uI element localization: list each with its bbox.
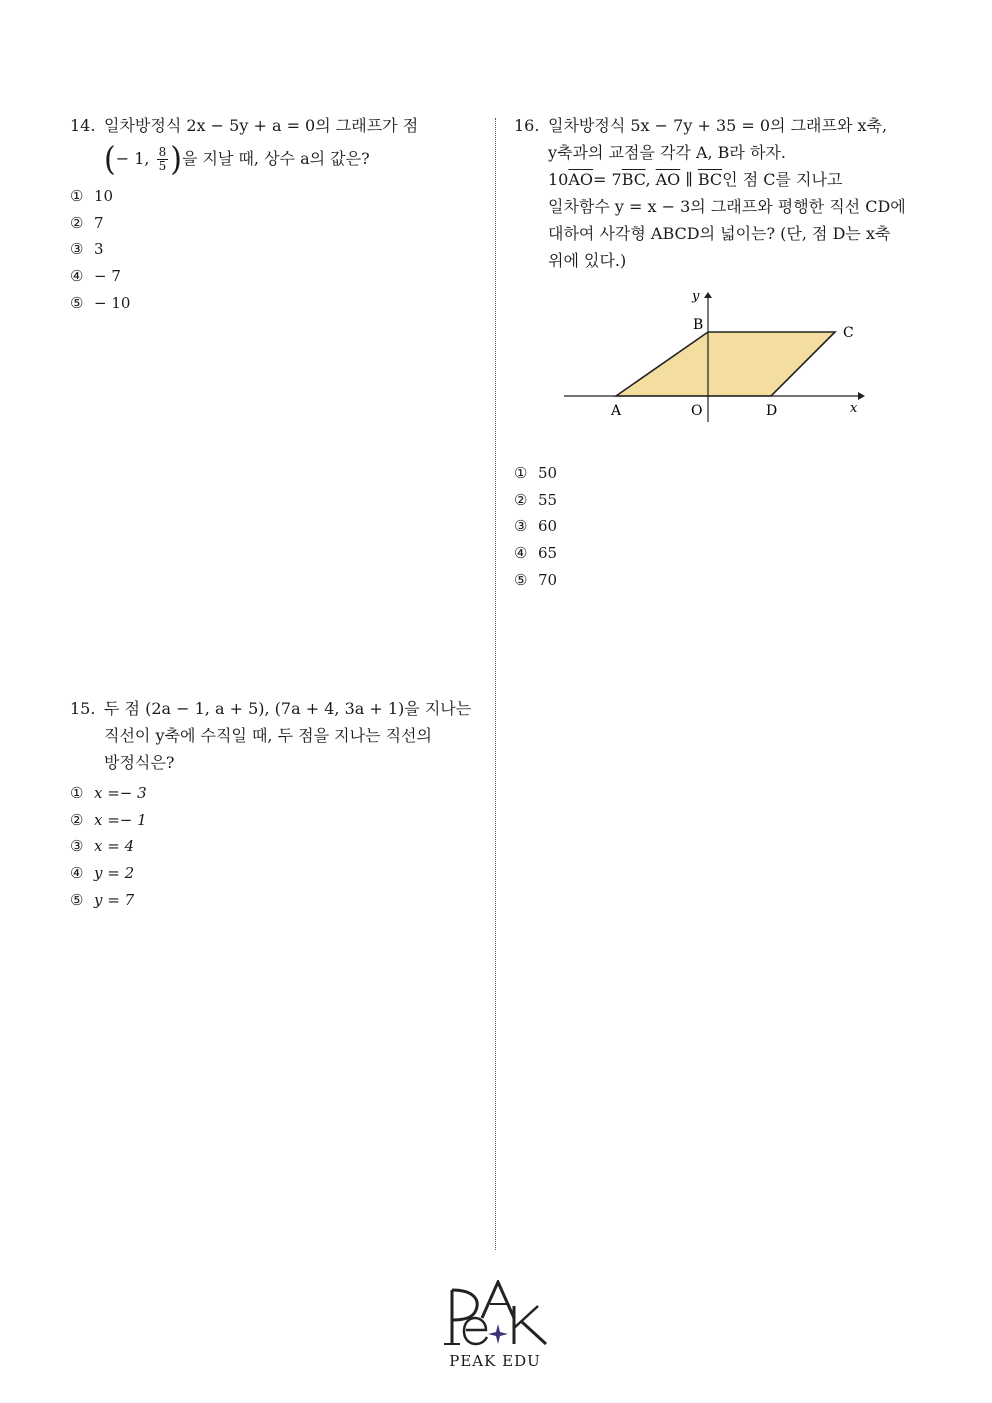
choice-number: ⑤	[70, 293, 84, 312]
fraction-denominator: 5	[158, 159, 167, 173]
choice-number: ③	[70, 837, 84, 856]
question-14	[70, 112, 475, 317]
choice-number: ①	[514, 464, 528, 482]
point-x: − 1,	[115, 149, 150, 168]
question-16-line-4: 일차함수 y = x − 3의 그래프와 평행한 직선 CD에	[548, 197, 906, 216]
choice-item[interactable]	[514, 460, 924, 487]
x-axis-arrow	[858, 392, 865, 400]
choice-text: 50	[538, 464, 558, 482]
parallelogram-figure	[560, 292, 870, 442]
label-y: y	[692, 292, 700, 304]
choice-number: ④	[514, 544, 528, 563]
coefficient: 10	[548, 170, 569, 189]
segment-ao: $\overline{AO}$	[655, 170, 681, 189]
label-c: C	[843, 325, 854, 341]
paren-open: (	[104, 139, 116, 179]
choice-text: 65	[538, 544, 558, 563]
question-text: 을 지날 때, 상수 a의 값은?	[181, 149, 370, 168]
choice-item[interactable]	[514, 487, 924, 514]
choice-item[interactable]	[70, 860, 475, 887]
choice-text: 7	[94, 213, 104, 232]
choice-number: ②	[70, 213, 84, 232]
choice-text: x =− 1	[94, 810, 147, 829]
question-15-line-1	[70, 695, 475, 722]
logo-caption: PEAK EDU	[449, 1352, 541, 1370]
segment-bc: $\overline{BC}$	[697, 170, 723, 189]
segment-ao: $\overline{AO}$	[568, 170, 594, 189]
question-16	[514, 112, 924, 594]
logo-e	[464, 1318, 487, 1344]
parallelogram-abcd	[616, 332, 835, 396]
choice-text: 60	[538, 517, 558, 536]
question-14-line-2	[70, 139, 475, 179]
choice-item[interactable]	[70, 210, 475, 237]
question-number: 15.	[70, 699, 96, 718]
choice-number: ④	[70, 267, 84, 286]
choice-number: ⑤	[514, 570, 528, 589]
choice-item[interactable]	[70, 807, 475, 834]
parallel-symbol: ∥	[680, 170, 698, 189]
choice-number: ④	[70, 864, 84, 883]
choice-text: 10	[94, 187, 114, 205]
comma: ,	[645, 170, 651, 189]
choice-item[interactable]	[70, 290, 475, 317]
choice-list	[70, 780, 475, 914]
choice-item[interactable]	[70, 833, 475, 860]
choice-item[interactable]	[514, 540, 924, 567]
question-15-line-2: 직선이 y축에 수직일 때, 두 점을 지나는 직선의	[104, 726, 432, 745]
logo-k-leg	[522, 1322, 546, 1344]
choice-number: ③	[514, 517, 528, 536]
choice-item[interactable]	[70, 887, 475, 914]
choice-list	[70, 183, 475, 317]
fraction	[157, 146, 169, 173]
column-divider	[495, 118, 496, 1250]
choice-number: ③	[70, 240, 84, 259]
logo-p-bowl	[452, 1290, 477, 1320]
choice-text: − 10	[94, 293, 131, 312]
choice-list	[514, 460, 924, 594]
choice-number: ②	[70, 810, 84, 829]
choice-number: ①	[70, 187, 84, 205]
label-x: x	[850, 401, 858, 416]
choice-item[interactable]	[70, 183, 475, 210]
question-16-line-5: 대하여 사각형 ABCD의 넓이는? (단, 점 D는 x축	[548, 224, 891, 243]
question-text: 인 점 C를 지나고	[722, 170, 843, 189]
question-text: 일차방정식 5x − 7y + 35 = 0의 그래프와 x축,	[548, 116, 888, 135]
choice-text: x =− 3	[94, 784, 147, 802]
paren-close: )	[170, 139, 182, 179]
question-15	[70, 695, 475, 914]
equals-text: = 7	[593, 170, 622, 189]
choice-item[interactable]	[70, 236, 475, 263]
question-15-line-3: 방정식은?	[104, 753, 175, 772]
question-number: 14.	[70, 116, 96, 135]
choice-number: ①	[70, 784, 84, 802]
choice-text: − 7	[94, 267, 121, 286]
choice-number: ②	[514, 490, 528, 509]
question-14-line-1	[70, 112, 475, 139]
label-o: O	[691, 403, 703, 419]
question-text: 두 점 (2a − 1, a + 5), (7a + 4, 3a + 1)을 지나는	[104, 699, 472, 718]
choice-item[interactable]	[70, 780, 475, 807]
question-number: 16.	[514, 116, 540, 135]
choice-item[interactable]	[70, 263, 475, 290]
choice-item[interactable]	[514, 567, 924, 594]
choice-text: y = 7	[94, 890, 135, 909]
fraction-numerator: 8	[158, 145, 167, 159]
y-axis-arrow	[704, 292, 712, 298]
choice-number: ⑤	[70, 890, 84, 909]
logo-star-icon	[488, 1324, 508, 1344]
logo-a	[482, 1282, 514, 1318]
question-16-line-1	[514, 112, 924, 139]
label-a: A	[611, 403, 622, 419]
question-16-line-3	[514, 166, 924, 193]
question-text: 일차방정식 2x − 5y + a = 0의 그래프가 점	[104, 116, 419, 135]
choice-item[interactable]	[514, 513, 924, 540]
choice-text: x = 4	[94, 837, 135, 856]
choice-text: 55	[538, 490, 558, 509]
label-b: B	[693, 317, 704, 333]
coordinate-diagram	[560, 292, 870, 442]
choice-text: y = 2	[94, 864, 135, 883]
choice-text: 3	[94, 240, 104, 259]
segment-bc: $\overline{BC}$	[621, 170, 646, 189]
choice-text: 70	[538, 570, 558, 589]
question-16-line-2: y축과의 교점을 각각 A, B라 하자.	[548, 143, 786, 162]
label-d: D	[766, 403, 778, 419]
question-16-line-6: 위에 있다.)	[548, 251, 627, 270]
